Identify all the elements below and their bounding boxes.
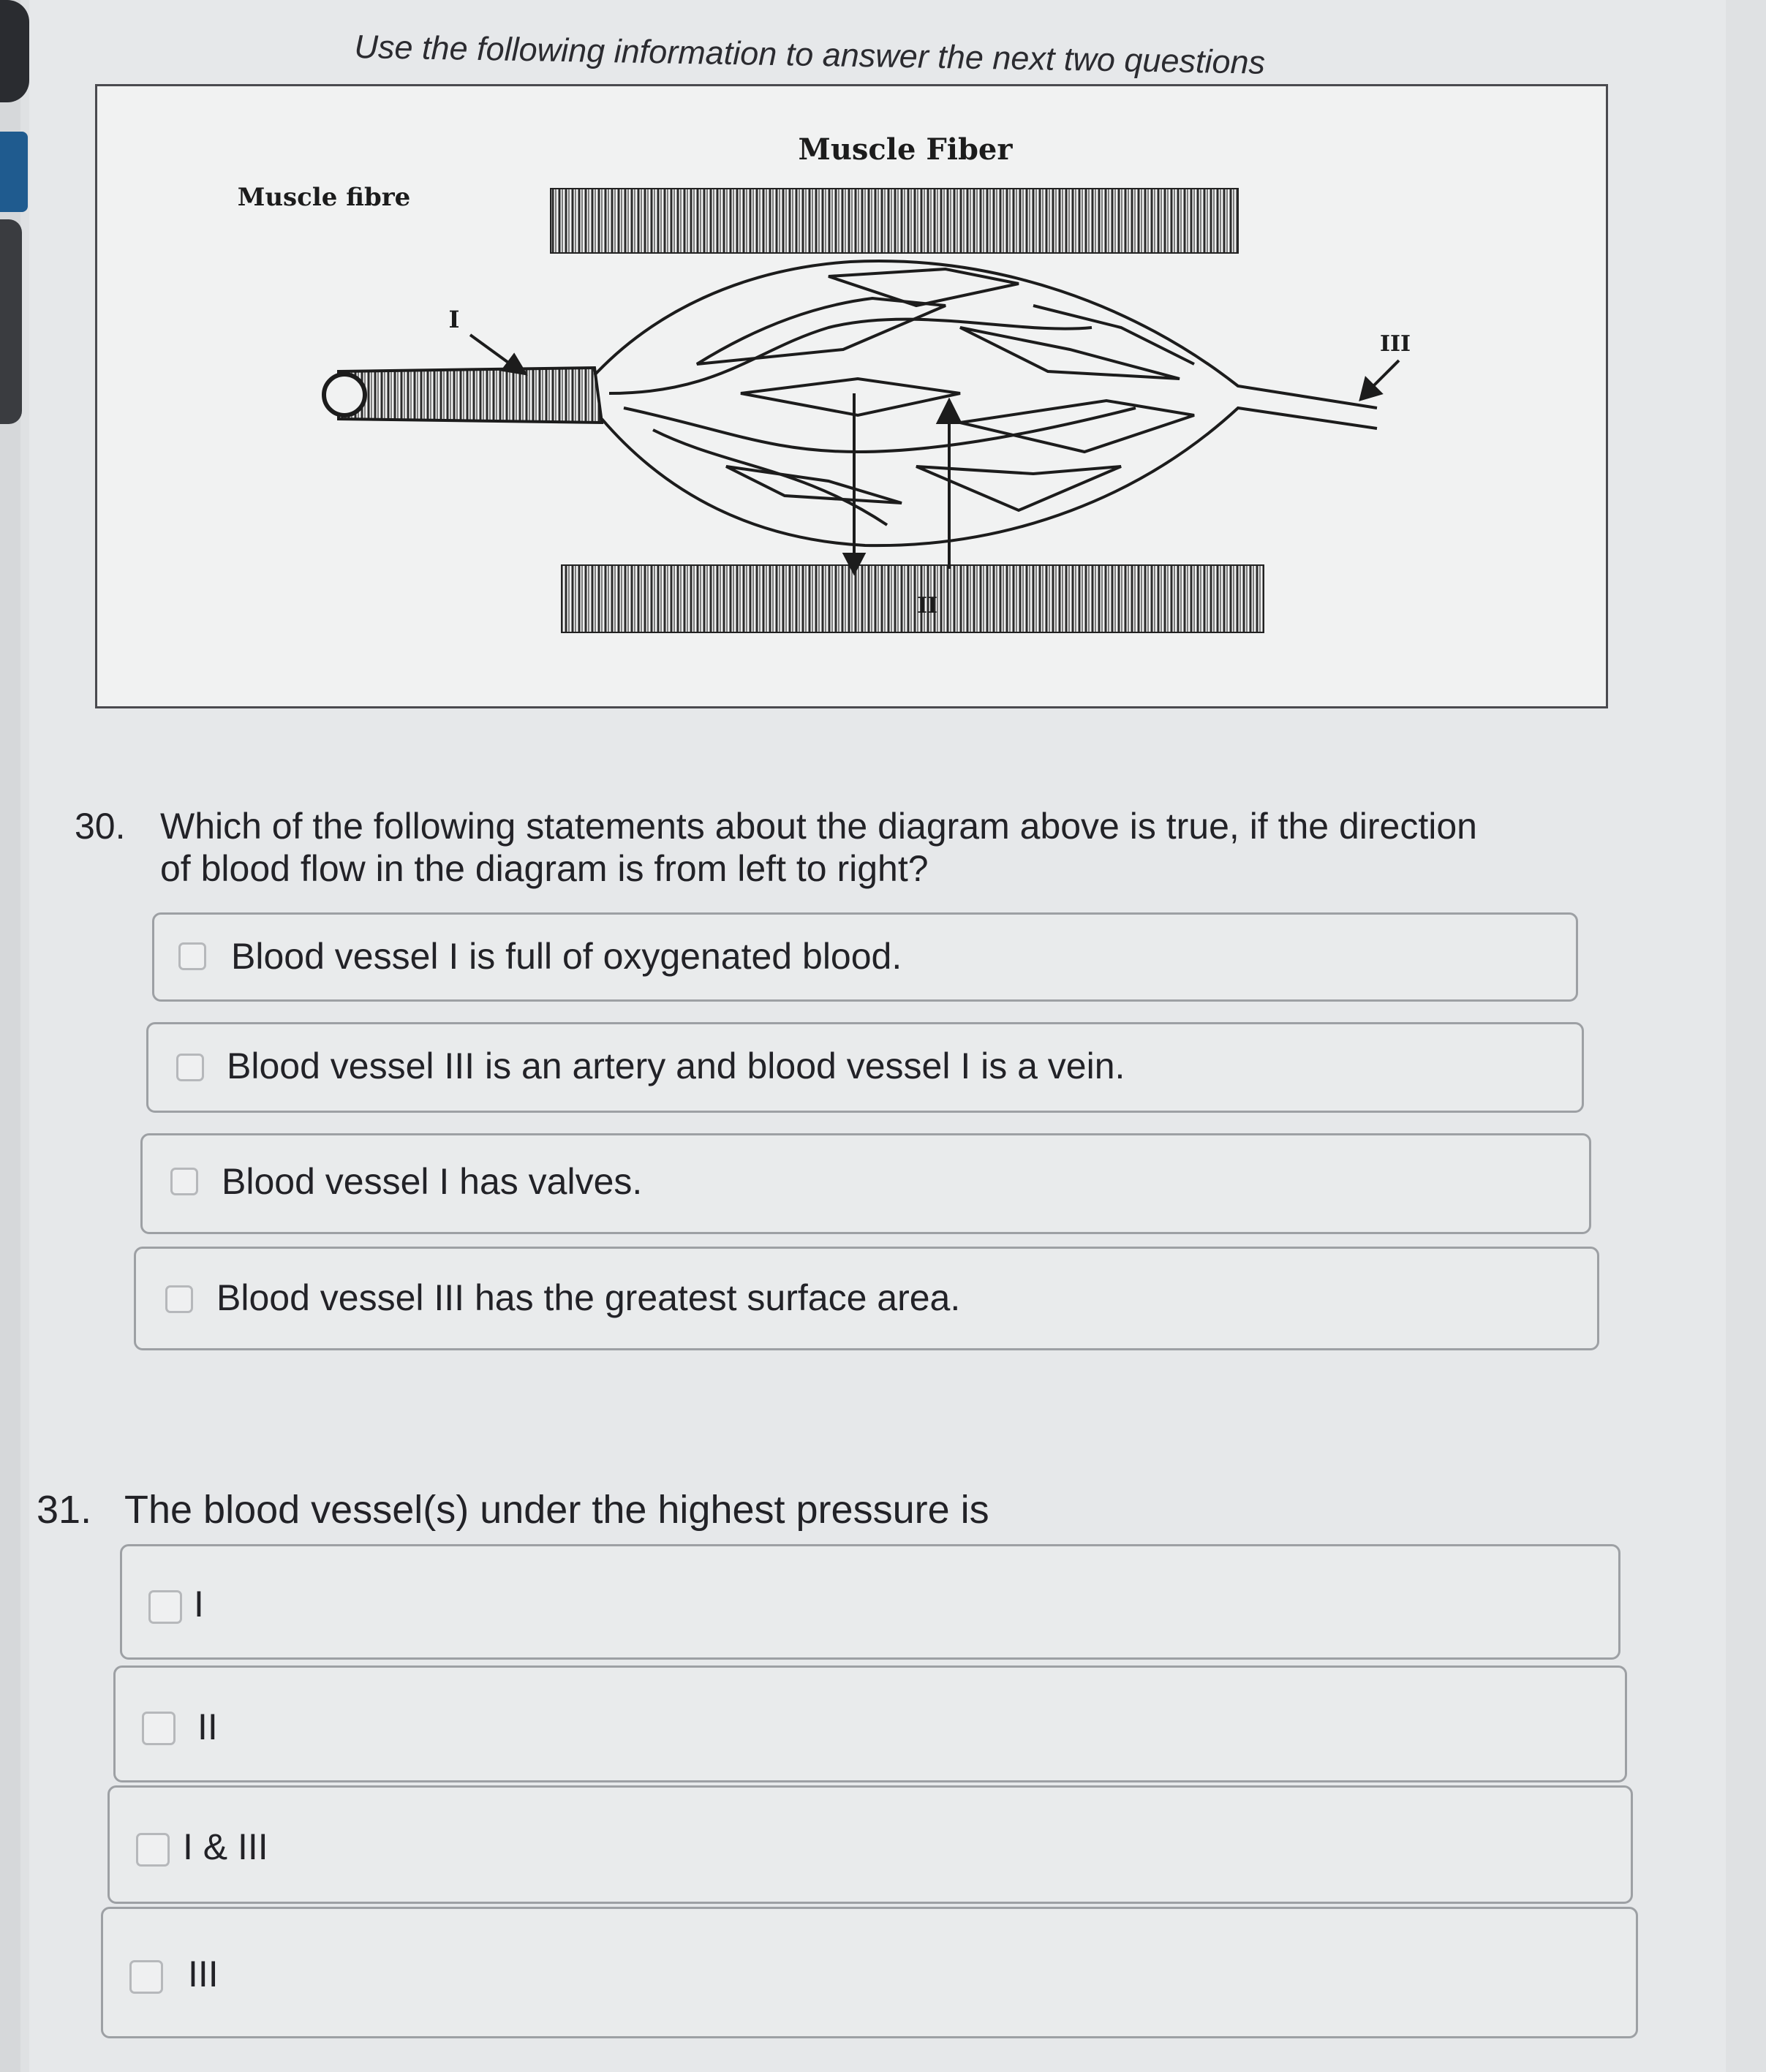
checkbox[interactable] — [136, 1833, 170, 1867]
vessel-three-arrow — [1361, 360, 1399, 399]
answer-option[interactable] — [152, 912, 1578, 1002]
answer-option-label: III — [188, 1954, 219, 1995]
muscle-fiber-diagram — [95, 84, 1608, 708]
checkbox[interactable] — [148, 1590, 182, 1624]
checkbox[interactable] — [129, 1960, 163, 1994]
vessel-label-two: II — [916, 593, 938, 619]
answer-option[interactable] — [101, 1907, 1638, 2038]
checkbox[interactable] — [178, 942, 206, 970]
window-edge-dark-lower — [0, 219, 22, 424]
bottom-muscle-fibre — [562, 565, 1264, 632]
question-text-line-1: Which of the following statements about the diagram above is true, if the direction — [160, 806, 1477, 847]
answer-option-label: I & III — [183, 1826, 268, 1867]
quiz-page — [29, 0, 1726, 2072]
answer-option-label: Blood vessel III has the greatest surface area. — [216, 1277, 961, 1318]
question-text-line-2: of blood flow in the diagram is from left to right? — [160, 848, 929, 889]
checkbox[interactable] — [142, 1712, 176, 1745]
checkbox[interactable] — [165, 1285, 193, 1313]
question-number: 30. — [75, 806, 126, 847]
diagram-title: Muscle Fiber — [798, 132, 1013, 167]
capillary-bed-illustration — [97, 86, 1606, 706]
vessel-label-one: I — [448, 306, 460, 333]
window-edge-dark — [0, 0, 29, 102]
vessel-one-tube — [324, 368, 602, 423]
answer-option[interactable] — [107, 1785, 1633, 1904]
answer-option-label: I — [194, 1584, 204, 1625]
question-text-line-1: The blood vessel(s) under the highest pressure is — [124, 1488, 989, 1532]
vessel-label-three: III — [1379, 331, 1411, 357]
question-number: 31. — [37, 1488, 92, 1532]
answer-option[interactable] — [146, 1022, 1584, 1113]
capillary-network — [595, 261, 1377, 545]
top-muscle-fibre — [551, 189, 1238, 253]
answer-option[interactable] — [134, 1247, 1599, 1350]
answer-option[interactable] — [113, 1665, 1627, 1782]
answer-option-label: II — [197, 1706, 218, 1747]
instructions-text: Use the following information to answer the next two questions — [354, 28, 1266, 81]
muscle-fibre-label: Muscle fibre — [237, 183, 411, 212]
answer-option-label: Blood vessel I is full of oxygenated blood. — [231, 936, 902, 977]
answer-option-label: Blood vessel I has valves. — [222, 1161, 643, 1202]
checkbox[interactable] — [176, 1054, 204, 1081]
checkbox[interactable] — [170, 1168, 198, 1195]
answer-option[interactable] — [120, 1544, 1620, 1660]
answer-option[interactable] — [140, 1133, 1591, 1234]
answer-option-label: Blood vessel III is an artery and blood vessel I is a vein. — [227, 1046, 1125, 1086]
window-edge-blue — [0, 132, 28, 212]
